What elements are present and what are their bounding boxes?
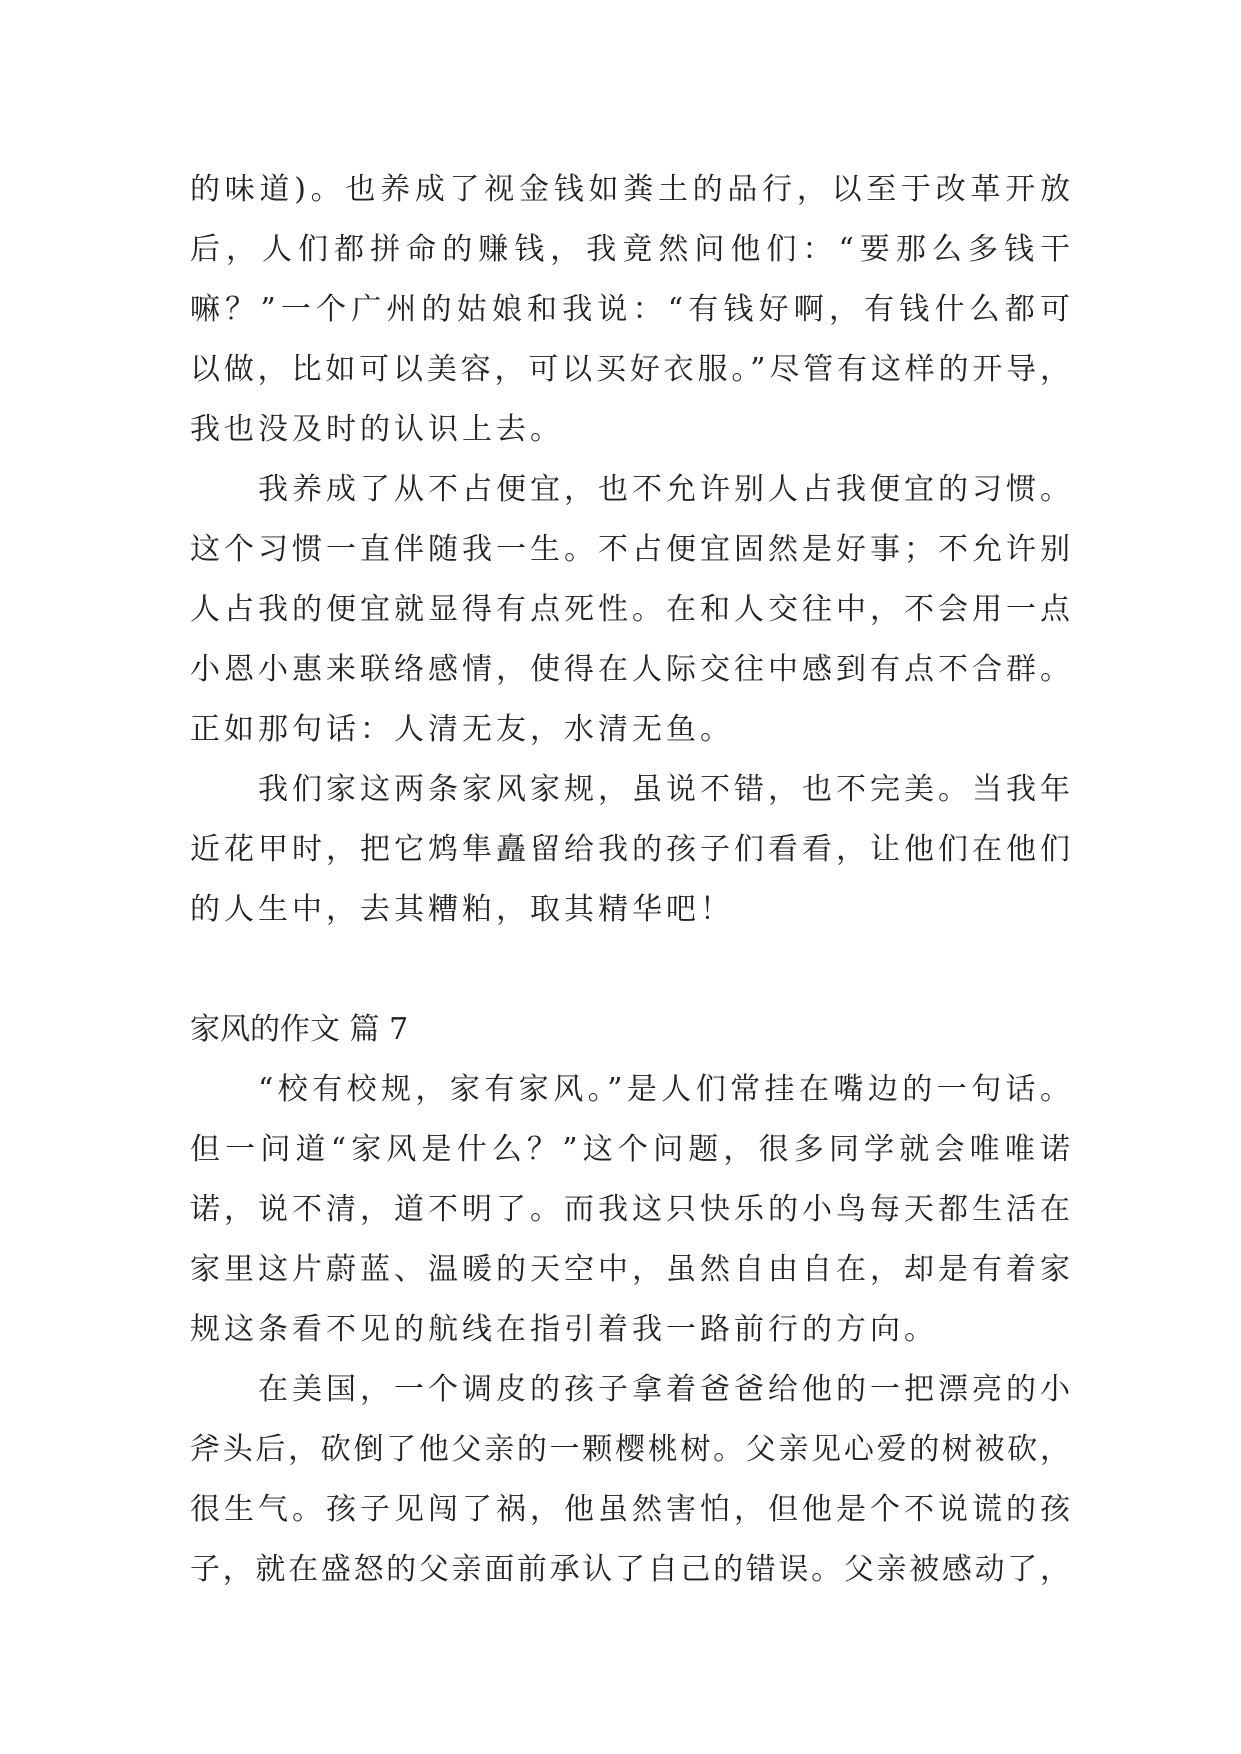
text-line: 小恩小惠来联络感情，使得在人际交往中感到有点不合群。 <box>190 652 1070 687</box>
text-line: “校有校规，家有家风。”是人们常挂在嘴边的一句话。 <box>258 1072 1070 1107</box>
section-spacer <box>190 940 1070 1000</box>
text-line: 这个习惯一直伴随我一生。不占便宜固然是好事；不允许别 <box>190 532 1070 567</box>
text-line: 在美国，一个调皮的孩子拿着爸爸给他的一把漂亮的小 <box>258 1372 1070 1407</box>
text-line: 人占我的便宜就显得有点死性。在和人交往中，不会用一点 <box>190 592 1070 627</box>
text-line: 的人生中，去其糟粕，取其精华吧！ <box>190 892 734 927</box>
text-line: 斧头后，砍倒了他父亲的一颗樱桃树。父亲见心爱的树被砍， <box>190 1432 1070 1467</box>
document-body <box>190 160 1070 1600</box>
section-heading: 家风的作文 篇 7 <box>190 1012 409 1047</box>
text-line: 的味道)。也养成了视金钱如粪土的品行，以至于改革开放 <box>190 172 1070 207</box>
text-line: 子，就在盛怒的父亲面前承认了自己的错误。父亲被感动了， <box>190 1552 1070 1587</box>
text-line: 诺，说不清，道不明了。而我这只快乐的小鸟每天都生活在 <box>190 1192 1070 1227</box>
text-line: 规这条看不见的航线在指引着我一路前行的方向。 <box>190 1312 938 1347</box>
text-line: 我们家这两条家风家规，虽说不错，也不完美。当我年 <box>258 772 1070 807</box>
text-line: 我养成了从不占便宜，也不允许别人占我便宜的习惯。 <box>258 472 1070 507</box>
text-line: 很生气。孩子见闯了祸，他虽然害怕，但他是个不说谎的孩 <box>190 1492 1070 1527</box>
text-line: 正如那句话：人清无友，水清无鱼。 <box>190 712 734 747</box>
text-line: 我也没及时的认识上去。 <box>190 412 564 447</box>
text-line: 后，人们都拼命的赚钱，我竟然问他们：“要那么多钱干 <box>190 232 1070 267</box>
text-line: 近花甲时，把它鸩隼矗留给我的孩子们看看，让他们在他们 <box>190 832 1070 867</box>
text-line: 以做，比如可以美容，可以买好衣服。”尽管有这样的开导， <box>190 352 1070 387</box>
text-line: 家里这片蔚蓝、温暖的天空中，虽然自由自在，却是有着家 <box>190 1252 1070 1287</box>
text-line: 但一问道“家风是什么？”这个问题，很多同学就会唯唯诺 <box>190 1132 1070 1167</box>
text-line: 嘛？”一个广州的姑娘和我说：“有钱好啊，有钱什么都可 <box>190 292 1070 327</box>
